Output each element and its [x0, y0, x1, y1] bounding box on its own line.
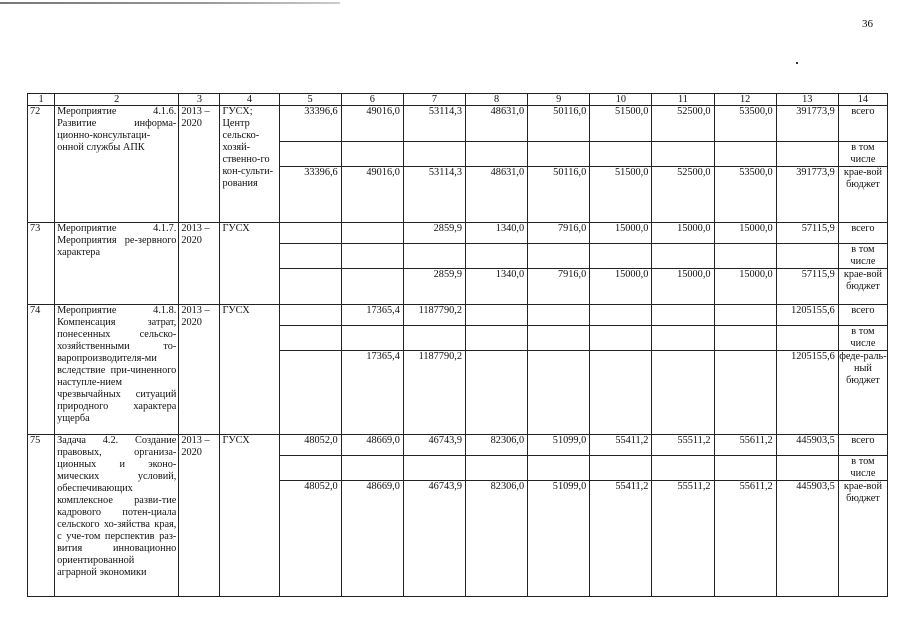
value-col-8 [465, 456, 527, 481]
budget-table [27, 93, 888, 597]
value-col-11: 15000,0 [652, 223, 714, 244]
value-col-13: 391773,9 [776, 106, 838, 142]
row-number: 72 [28, 106, 55, 223]
column-number-4: 4 [220, 94, 279, 106]
period: 2013 – 2020 [179, 106, 220, 223]
column-number-14: 14 [838, 94, 887, 106]
value-col-6: 49016,0 [341, 106, 403, 142]
page-number: 36 [862, 18, 873, 30]
value-col-6 [341, 142, 403, 167]
value-col-9: 7916,0 [528, 223, 590, 244]
value-col-9: 50116,0 [528, 167, 590, 223]
value-col-13: 57115,9 [776, 223, 838, 244]
table-row [28, 223, 888, 244]
value-col-7 [403, 142, 465, 167]
value-col-7: 2859,9 [403, 269, 465, 305]
value-col-13: 1205155,6 [776, 305, 838, 326]
column-number-2: 2 [55, 94, 179, 106]
value-col-5 [279, 269, 341, 305]
value-col-11 [652, 351, 714, 435]
value-col-10: 55411,2 [590, 435, 652, 456]
scan-speck [796, 62, 798, 64]
value-col-8: 82306,0 [465, 435, 527, 456]
value-col-9: 50116,0 [528, 106, 590, 142]
value-col-13: 391773,9 [776, 167, 838, 223]
value-col-7: 1187790,2 [403, 305, 465, 326]
value-col-12 [714, 351, 776, 435]
value-col-5 [279, 326, 341, 351]
value-col-11 [652, 142, 714, 167]
value-col-7: 53114,3 [403, 106, 465, 142]
value-col-10: 15000,0 [590, 269, 652, 305]
value-col-10: 51500,0 [590, 106, 652, 142]
funding-source: в том числе [838, 326, 887, 351]
value-col-5: 33396,6 [279, 106, 341, 142]
value-col-8: 48631,0 [465, 167, 527, 223]
column-number-7: 7 [403, 94, 465, 106]
value-col-11: 15000,0 [652, 269, 714, 305]
value-col-13: 445903,5 [776, 435, 838, 456]
value-col-10 [590, 142, 652, 167]
value-col-9 [528, 305, 590, 326]
executor: ГУСХ; Центр сельско-хозяй-ственно-го кон-сульти-рования [220, 106, 279, 223]
funding-source: всего [838, 223, 887, 244]
funding-source: всего [838, 305, 887, 326]
value-col-6: 17365,4 [341, 305, 403, 326]
value-col-6: 17365,4 [341, 351, 403, 435]
value-col-12: 55611,2 [714, 481, 776, 597]
value-col-6: 49016,0 [341, 167, 403, 223]
value-col-8 [465, 351, 527, 435]
value-col-9: 7916,0 [528, 269, 590, 305]
value-col-7: 46743,9 [403, 435, 465, 456]
value-col-11: 55511,2 [652, 481, 714, 597]
value-col-7 [403, 456, 465, 481]
value-col-6 [341, 456, 403, 481]
value-col-10 [590, 244, 652, 269]
column-number-9: 9 [528, 94, 590, 106]
value-col-7: 2859,9 [403, 223, 465, 244]
value-col-13 [776, 456, 838, 481]
value-col-10 [590, 351, 652, 435]
measure-name: Задача 4.2. Создание правовых, организа-ционных и эконо-мических условий, обеспечивающих комплексное разви-тие кадрового потен-циала сельского хо-зяйства края, с уче-том перспектив раз-вития инновационно ориентированной аграрной экономики [55, 435, 179, 597]
value-col-11: 52500,0 [652, 167, 714, 223]
value-col-10: 15000,0 [590, 223, 652, 244]
funding-source: крае-вой бюджет [838, 167, 887, 223]
value-col-9 [528, 244, 590, 269]
value-col-6: 48669,0 [341, 481, 403, 597]
value-col-8 [465, 142, 527, 167]
value-col-9: 51099,0 [528, 481, 590, 597]
funding-source: в том числе [838, 142, 887, 167]
value-col-13 [776, 142, 838, 167]
value-col-6 [341, 244, 403, 269]
value-col-11: 52500,0 [652, 106, 714, 142]
value-col-9 [528, 456, 590, 481]
value-col-7: 1187790,2 [403, 351, 465, 435]
column-number-5: 5 [279, 94, 341, 106]
scan-artifact-line [0, 2, 340, 4]
value-col-12: 55611,2 [714, 435, 776, 456]
executor: ГУСХ [220, 305, 279, 435]
row-number: 75 [28, 435, 55, 597]
period: 2013 – 2020 [179, 305, 220, 435]
value-col-8: 82306,0 [465, 481, 527, 597]
column-number-12: 12 [714, 94, 776, 106]
column-number-6: 6 [341, 94, 403, 106]
value-col-7 [403, 326, 465, 351]
value-col-12: 15000,0 [714, 223, 776, 244]
value-col-5: 33396,6 [279, 167, 341, 223]
value-col-13 [776, 244, 838, 269]
value-col-11 [652, 244, 714, 269]
funding-source: в том числе [838, 456, 887, 481]
value-col-13 [776, 326, 838, 351]
period: 2013 – 2020 [179, 435, 220, 597]
value-col-10 [590, 326, 652, 351]
value-col-5 [279, 223, 341, 244]
measure-name: Мероприятие 4.1.7. Мероприятия ре-зервного характера [55, 223, 179, 305]
value-col-5: 48052,0 [279, 435, 341, 456]
funding-source: феде-раль-ный бюджет [838, 351, 887, 435]
value-col-8: 48631,0 [465, 106, 527, 142]
value-col-8 [465, 326, 527, 351]
value-col-9 [528, 142, 590, 167]
value-col-5 [279, 351, 341, 435]
value-col-7: 53114,3 [403, 167, 465, 223]
value-col-6 [341, 326, 403, 351]
value-col-5 [279, 142, 341, 167]
measure-name: Мероприятие 4.1.6. Развитие информа-ционно-консультаци-онной службы АПК [55, 106, 179, 223]
value-col-13: 445903,5 [776, 481, 838, 597]
value-col-7: 46743,9 [403, 481, 465, 597]
executor: ГУСХ [220, 223, 279, 305]
value-col-10 [590, 305, 652, 326]
value-col-8: 1340,0 [465, 269, 527, 305]
table-row [28, 435, 888, 456]
value-col-12: 53500,0 [714, 106, 776, 142]
period: 2013 – 2020 [179, 223, 220, 305]
column-number-3: 3 [179, 94, 220, 106]
value-col-11 [652, 456, 714, 481]
value-col-9 [528, 326, 590, 351]
funding-source: всего [838, 106, 887, 142]
value-col-6 [341, 269, 403, 305]
value-col-12: 15000,0 [714, 269, 776, 305]
value-col-9 [528, 351, 590, 435]
value-col-9: 51099,0 [528, 435, 590, 456]
row-number: 74 [28, 305, 55, 435]
column-number-10: 10 [590, 94, 652, 106]
measure-name: Мероприятие 4.1.8. Компенсация затрат, понесенных сельско-хозяйственными то-варопроизводителя-ми вследствие при-чиненного наступле-нием чрезвычайных ситуаций природного характера ущерба [55, 305, 179, 435]
value-col-12 [714, 142, 776, 167]
value-col-8: 1340,0 [465, 223, 527, 244]
value-col-10: 51500,0 [590, 167, 652, 223]
value-col-5 [279, 244, 341, 269]
value-col-12 [714, 326, 776, 351]
value-col-5 [279, 305, 341, 326]
funding-source: в том числе [838, 244, 887, 269]
executor: ГУСХ [220, 435, 279, 597]
table-row [28, 106, 888, 142]
value-col-6 [341, 223, 403, 244]
column-number-8: 8 [465, 94, 527, 106]
value-col-5: 48052,0 [279, 481, 341, 597]
header-row [28, 94, 888, 106]
value-col-11 [652, 305, 714, 326]
funding-source: всего [838, 435, 887, 456]
value-col-12 [714, 305, 776, 326]
value-col-5 [279, 456, 341, 481]
funding-source: крае-вой бюджет [838, 269, 887, 305]
value-col-8 [465, 244, 527, 269]
value-col-7 [403, 244, 465, 269]
table-row [28, 305, 888, 326]
value-col-11 [652, 326, 714, 351]
value-col-10: 55411,2 [590, 481, 652, 597]
value-col-12 [714, 456, 776, 481]
value-col-6: 48669,0 [341, 435, 403, 456]
column-number-11: 11 [652, 94, 714, 106]
funding-source: крае-вой бюджет [838, 481, 887, 597]
value-col-10 [590, 456, 652, 481]
value-col-12 [714, 244, 776, 269]
column-number-13: 13 [776, 94, 838, 106]
value-col-11: 55511,2 [652, 435, 714, 456]
value-col-13: 57115,9 [776, 269, 838, 305]
column-number-1: 1 [28, 94, 55, 106]
value-col-8 [465, 305, 527, 326]
value-col-13: 1205155,6 [776, 351, 838, 435]
value-col-12: 53500,0 [714, 167, 776, 223]
row-number: 73 [28, 223, 55, 305]
